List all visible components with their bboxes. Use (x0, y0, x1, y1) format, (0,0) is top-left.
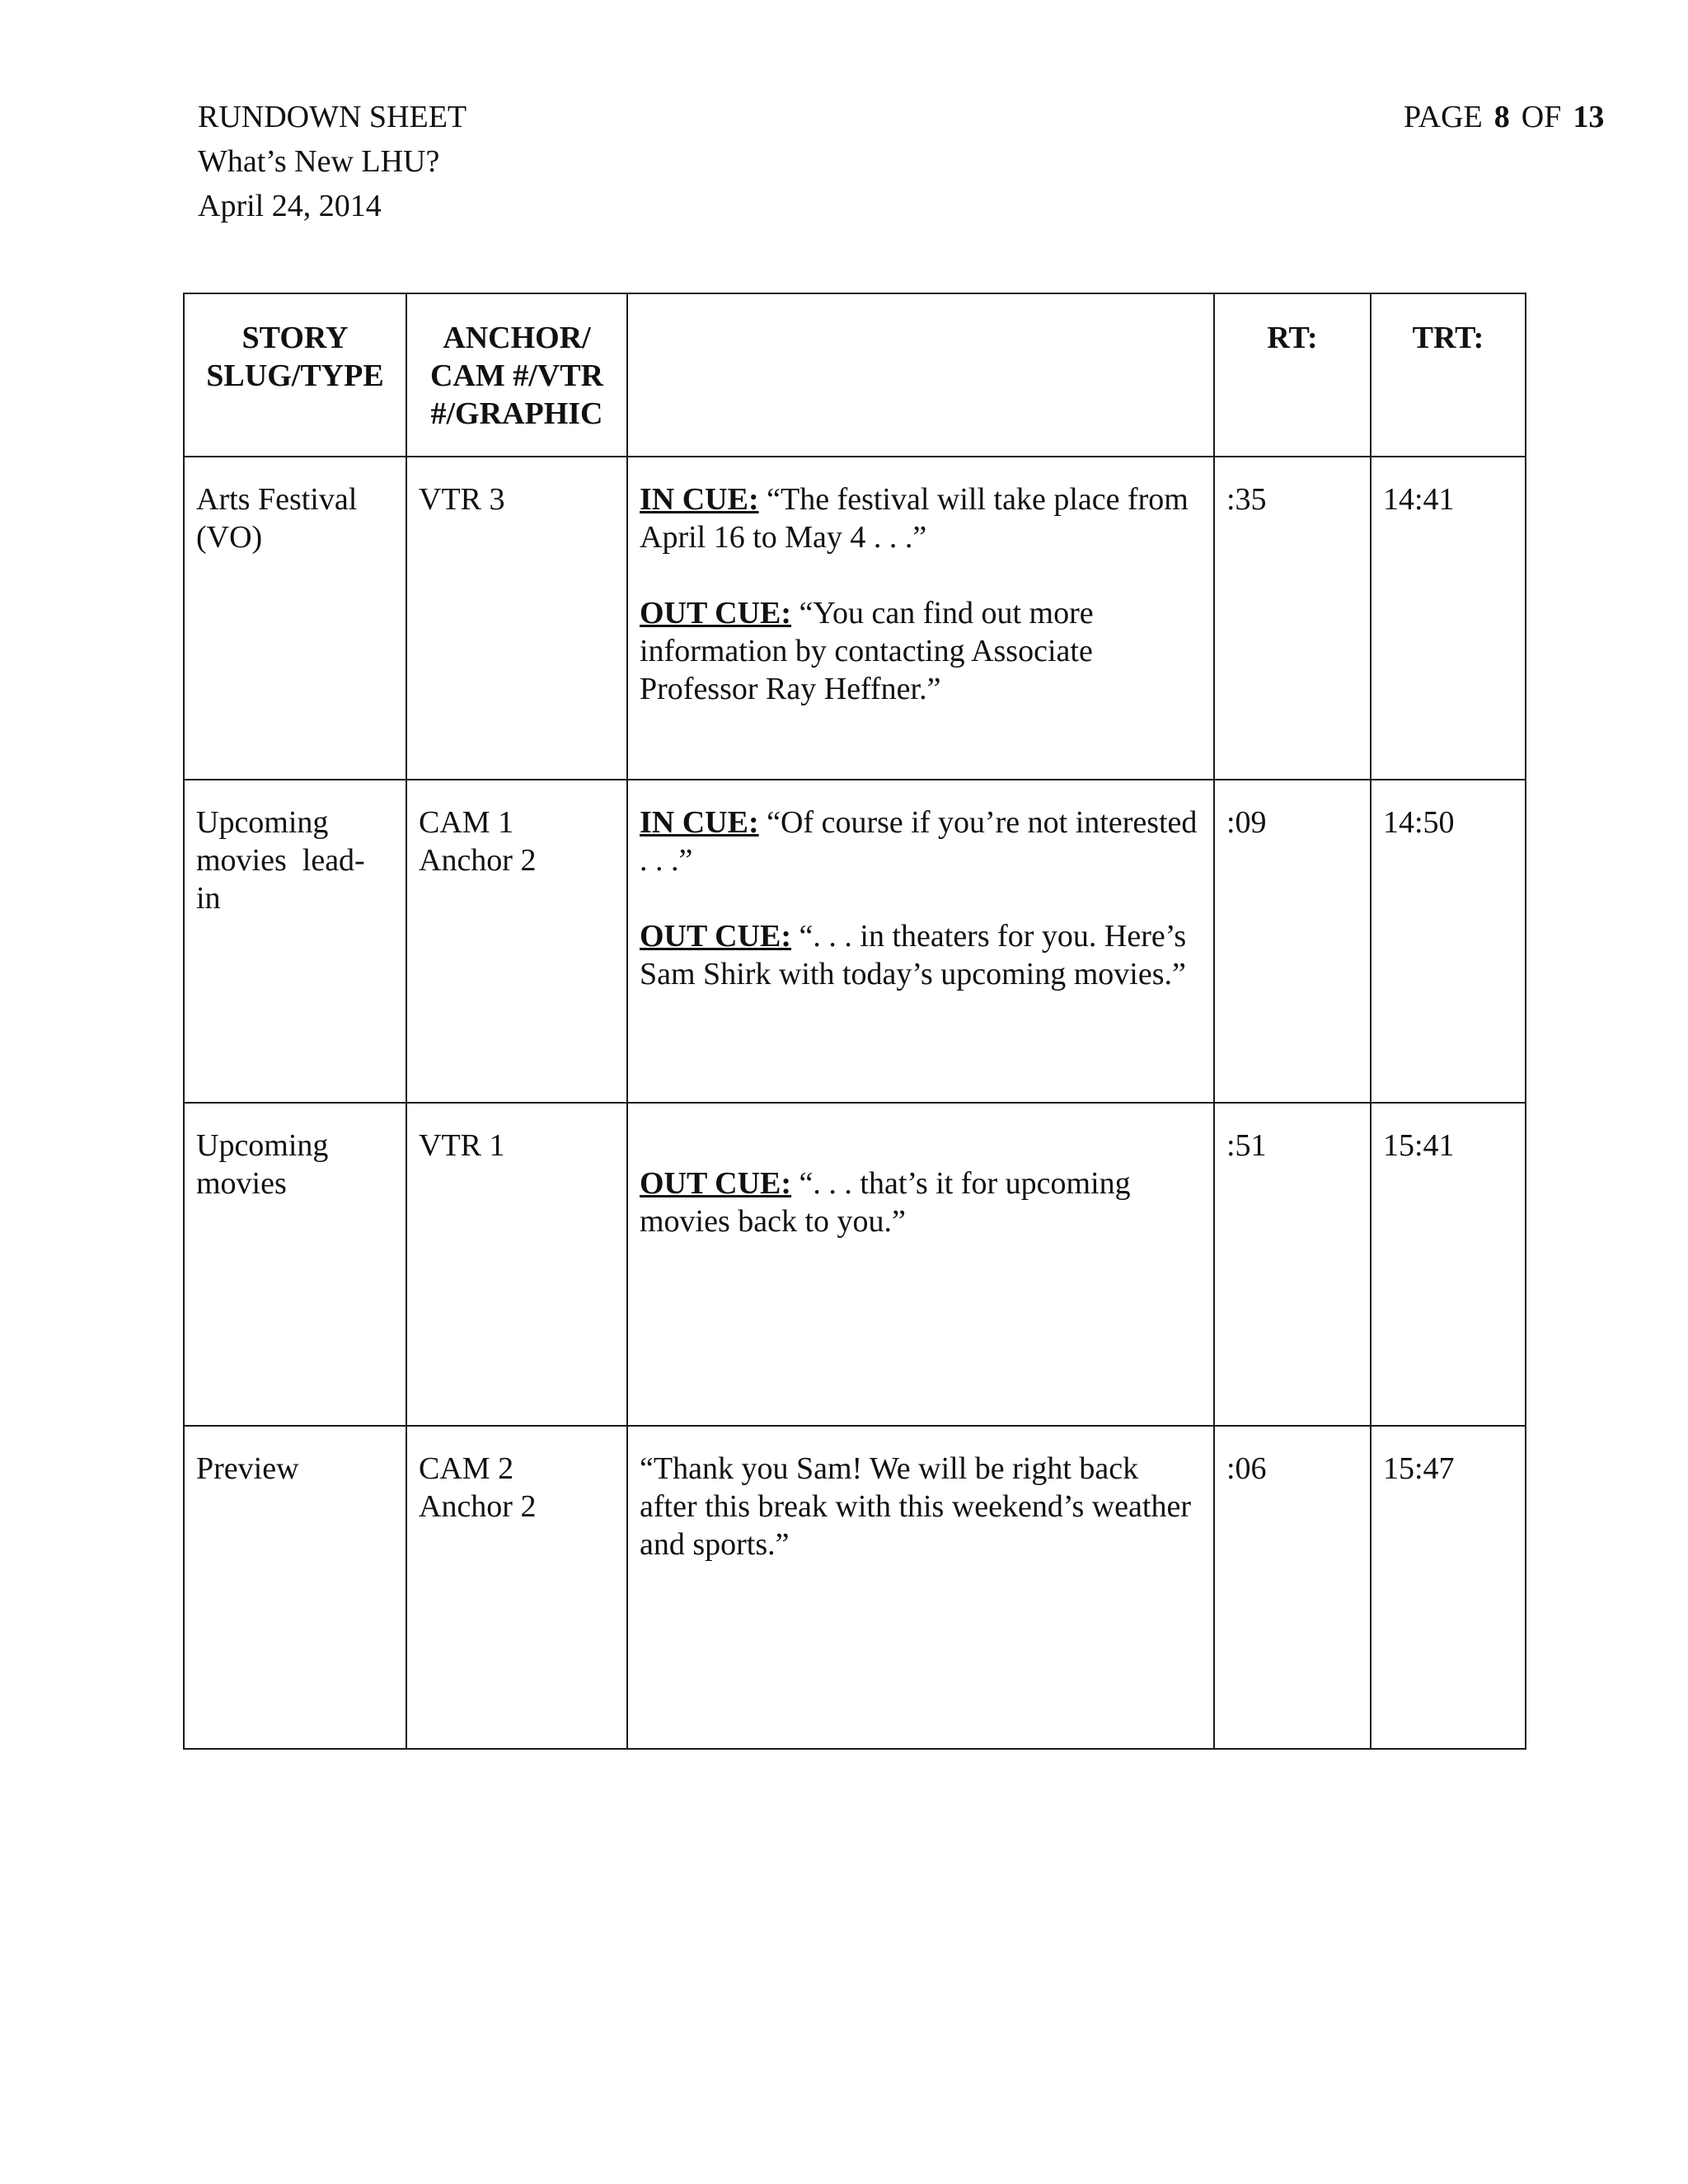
show-name: What’s New LHU? (198, 144, 440, 179)
trt-cell: 14:41 (1371, 457, 1526, 780)
column-header-rt: RT: (1214, 293, 1371, 457)
copy-cell (627, 1103, 1214, 1426)
column-header-copy (627, 293, 1214, 457)
rundown-table (183, 293, 1526, 1750)
source-cell: VTR 1 (406, 1103, 627, 1426)
page-header (198, 95, 1605, 228)
out-cue: OUT CUE: “You can find out more information by contacting Associate Professor Ray Heffner.” (640, 596, 1094, 706)
table-row (184, 1103, 1526, 1426)
rt-cell: :09 (1214, 780, 1371, 1103)
source-cell: CAM 2 Anchor 2 (406, 1426, 627, 1749)
out-cue: OUT CUE: “. . . that’s it for upcoming movies back to you.” (640, 1166, 1131, 1239)
page-total: 13 (1573, 100, 1605, 134)
in-cue: IN CUE: “Of course if you’re not interested . . .” (640, 805, 1198, 878)
column-header-trt: TRT: (1371, 293, 1526, 457)
story-slug-cell: Upcoming movies lead- in (184, 780, 406, 1103)
table-row (184, 780, 1526, 1103)
table-row (184, 457, 1526, 780)
copy-cell (627, 780, 1214, 1103)
show-date: April 24, 2014 (198, 189, 382, 223)
table-header-row (184, 293, 1526, 457)
source-cell: CAM 1 Anchor 2 (406, 780, 627, 1103)
trt-cell: 14:50 (1371, 780, 1526, 1103)
story-slug-cell: Upcoming movies (184, 1103, 406, 1426)
story-slug-cell: Preview (184, 1426, 406, 1749)
page-number: 8 (1493, 100, 1510, 134)
rt-cell: :51 (1214, 1103, 1371, 1426)
in-cue: IN CUE: “The festival will take place from April 16 to May 4 . . .” (640, 482, 1189, 555)
page-prefix: PAGE (1404, 100, 1483, 134)
page-indicator (1404, 95, 1604, 139)
rt-cell: :35 (1214, 457, 1371, 780)
table-row (184, 1426, 1526, 1749)
column-header-story-slug: STORY SLUG/TYPE (184, 293, 406, 457)
column-header-source: ANCHOR/ CAM #/VTR #/GRAPHIC (406, 293, 627, 457)
page-of: OF (1521, 100, 1562, 134)
story-slug-cell: Arts Festival (VO) (184, 457, 406, 780)
header-left (198, 95, 1434, 228)
copy-cell: “Thank you Sam! We will be right back after this break with this weekend’s weather and sports.” (627, 1426, 1214, 1749)
document-title: RUNDOWN SHEET (198, 100, 467, 134)
trt-cell: 15:41 (1371, 1103, 1526, 1426)
copy-cell (627, 457, 1214, 780)
out-cue: OUT CUE: “. . . in theaters for you. Here’s Sam Shirk with today’s upcoming movies.” (640, 919, 1187, 991)
trt-cell: 15:47 (1371, 1426, 1526, 1749)
source-cell: VTR 3 (406, 457, 627, 780)
rt-cell: :06 (1214, 1426, 1371, 1749)
